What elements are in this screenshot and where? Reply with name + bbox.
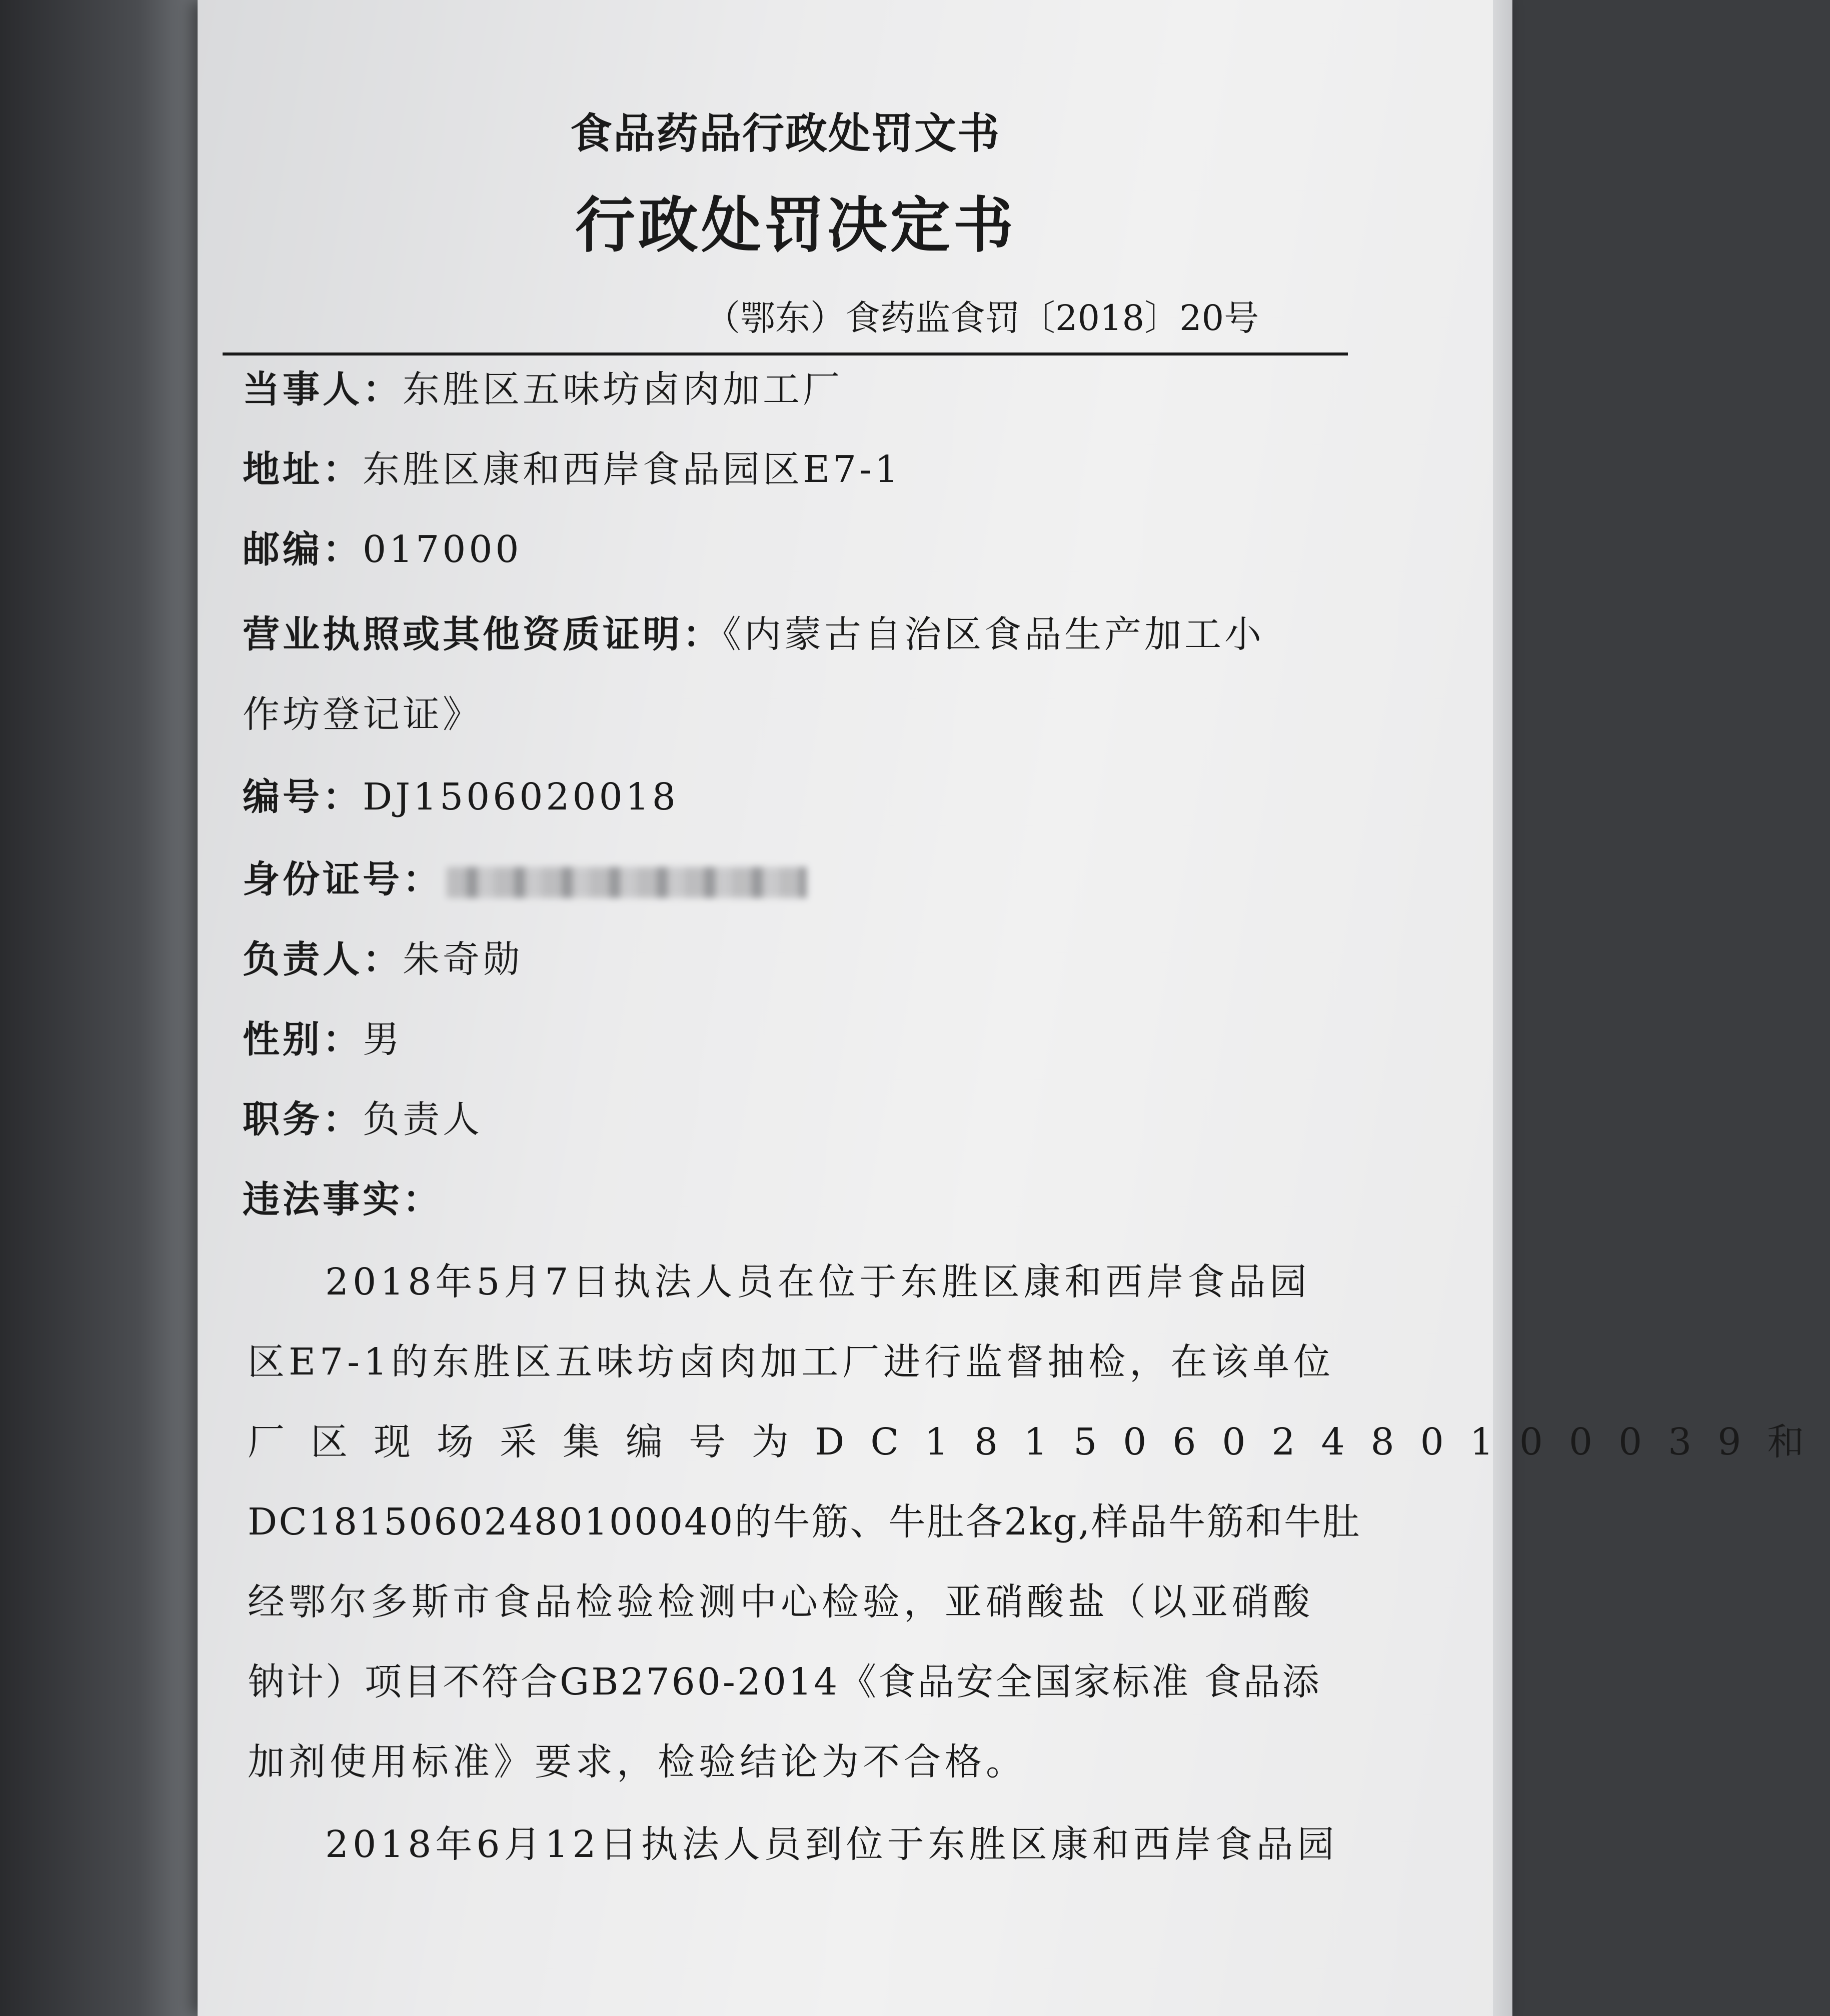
gender-row bbox=[243, 1010, 403, 1063]
party-value: 东胜区五味坊卤肉加工厂 bbox=[403, 368, 843, 411]
position-value: 负责人 bbox=[363, 1098, 483, 1141]
gender-label: 性别： bbox=[243, 1018, 363, 1061]
license-label: 营业执照或其他资质证明： bbox=[243, 613, 723, 656]
facts-p1-line3: 厂区现场采集编号为DC18150602480100039和 bbox=[248, 1420, 1830, 1464]
party-row bbox=[243, 360, 843, 413]
id-label: 身份证号： bbox=[243, 858, 443, 901]
facts-p1-line5: 经鄂尔多斯市食品检验检测中心检验，亚硝酸盐（以亚硝酸 bbox=[248, 1580, 1314, 1624]
license-value-line2: 作坊登记证》 bbox=[243, 693, 483, 736]
postcode-value: 017000 bbox=[363, 528, 522, 571]
facts-p2-line1: 2018年6月12日执法人员到位于东胜区康和西岸食品园 bbox=[325, 1823, 1338, 1866]
id-redacted-value bbox=[447, 867, 807, 898]
person-value: 朱奇勋 bbox=[403, 938, 523, 981]
facts-p1-line1: 2018年5月7日执法人员在位于东胜区康和西岸食品园 bbox=[325, 1260, 1311, 1304]
facts-label: 违法事实： bbox=[243, 1178, 443, 1221]
facts-p1-line4: DC18150602480100040的牛筋、牛肚各2kg,样品牛筋和牛肚 bbox=[248, 1500, 1361, 1544]
facts-heading bbox=[243, 1170, 443, 1223]
facts-p1-line2: 区E7-1的东胜区五味坊卤肉加工厂进行监督抽检，在该单位 bbox=[248, 1340, 1335, 1384]
position-label: 职务： bbox=[243, 1098, 363, 1141]
address-label: 地址： bbox=[243, 448, 363, 491]
party-label: 当事人： bbox=[243, 368, 403, 411]
id-row bbox=[243, 850, 807, 903]
number-value: DJ1506020018 bbox=[363, 776, 679, 818]
position-row bbox=[243, 1090, 483, 1143]
document-number: （鄂东）食药监食罚〔2018〕20号 bbox=[705, 298, 1259, 338]
gender-value: 男 bbox=[363, 1018, 403, 1061]
document-type: 食品药品行政处罚文书 bbox=[570, 109, 1001, 158]
background-left bbox=[0, 0, 198, 2016]
license-value-line1: 《内蒙古自治区食品生产加工小 bbox=[723, 613, 1264, 656]
page-edge bbox=[1493, 0, 1512, 2016]
address-value: 东胜区康和西岸食品园区E7-1 bbox=[363, 448, 902, 491]
person-row bbox=[243, 930, 523, 983]
license-row bbox=[243, 605, 1264, 658]
postcode-row bbox=[243, 520, 522, 573]
postcode-label: 邮编： bbox=[243, 528, 363, 571]
number-label: 编号： bbox=[243, 776, 363, 818]
person-label: 负责人： bbox=[243, 938, 403, 981]
number-row bbox=[243, 768, 679, 820]
facts-p1-line7: 加剂使用标准》要求，检验结论为不合格。 bbox=[248, 1740, 1027, 1784]
facts-p1-line6: 钠计）项目不符合GB2760-2014《食品安全国家标准 食品添 bbox=[248, 1660, 1321, 1704]
address-row bbox=[243, 440, 901, 493]
document-title: 行政处罚决定书 bbox=[575, 191, 1016, 260]
header-rule bbox=[223, 352, 1348, 356]
